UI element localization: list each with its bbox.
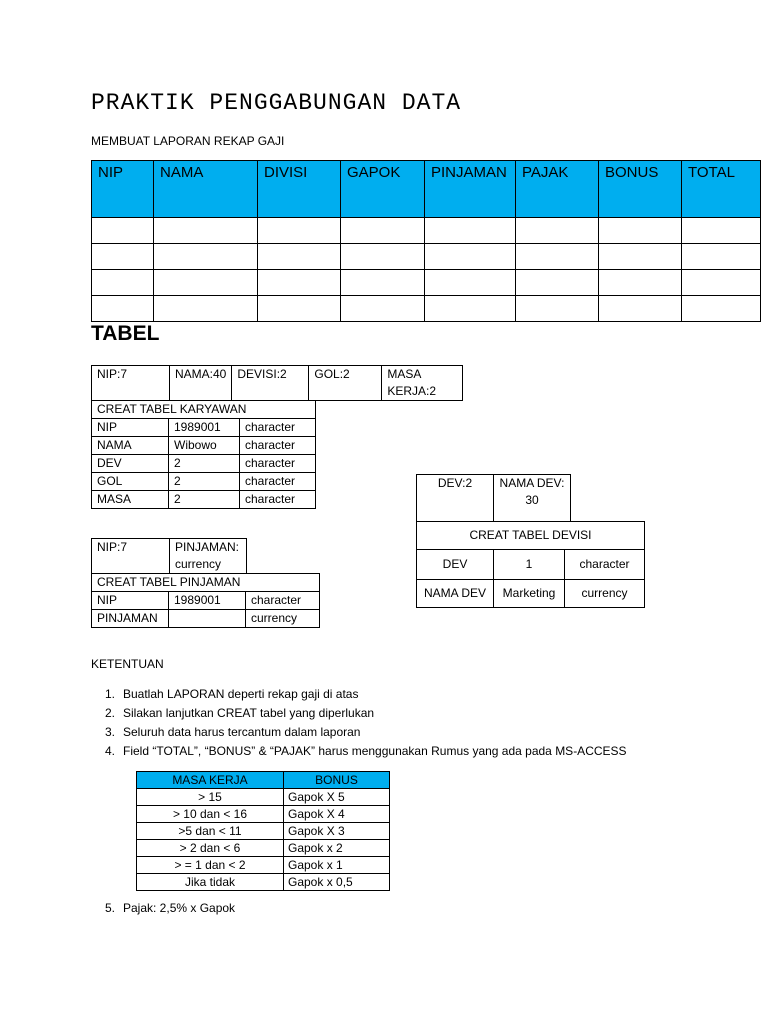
field-devisi: DEVISI:2	[232, 366, 309, 401]
bonus-header-bonus: BONUS	[284, 772, 390, 789]
report-header-total: TOTAL	[682, 161, 761, 218]
report-header-bonus: BONUS	[599, 161, 682, 218]
report-header-pinjaman: PINJAMAN	[425, 161, 516, 218]
field-gol: GOL:2	[309, 366, 382, 401]
table-row: > 15 Gapok X 5	[137, 789, 390, 806]
report-row	[92, 218, 761, 244]
devisi-field-spec	[416, 474, 571, 522]
list-item: 5. Pajak: 2,5% x Gapok	[104, 901, 236, 915]
field-pinjaman: PINJAMAN: currency	[170, 539, 247, 574]
section-title: TABEL	[91, 322, 160, 345]
bonus-table	[136, 771, 390, 891]
list-item: 1. Buatlah LAPORAN deperti rekap gaji di atas	[104, 687, 359, 701]
report-header-pajak: PAJAK	[516, 161, 599, 218]
table-row: > 10 dan < 16 Gapok X 4	[137, 806, 390, 823]
pinjaman-caption: CREAT TABEL PINJAMAN	[92, 574, 320, 592]
ketentuan-title: KETENTUAN	[91, 657, 164, 671]
list-item: 4. Field “TOTAL”, “BONUS” & “PAJAK” harus menggunakan Rumus yang ada pada MS-ACCESS	[104, 744, 627, 758]
field-nama-dev: NAMA DEV: 30	[494, 475, 571, 522]
devisi-caption: CREAT TABEL DEVISI	[417, 522, 645, 550]
table-row: NAMA Wibowo character	[92, 437, 316, 455]
table-row: DEV 1 character	[417, 550, 645, 580]
table-row: NAMA DEV Marketing currency	[417, 580, 645, 608]
report-table	[91, 160, 761, 322]
table-row: NIP 1989001 character	[92, 419, 316, 437]
table-row: > 2 dan < 6 Gapok x 2	[137, 840, 390, 857]
report-header-divisi: DIVISI	[258, 161, 341, 218]
bonus-header-masa-kerja: MASA KERJA	[137, 772, 284, 789]
devisi-table	[416, 521, 645, 608]
report-row	[92, 296, 761, 322]
report-header-nama: NAMA	[154, 161, 258, 218]
table-row: PINJAMAN currency	[92, 610, 320, 628]
page-title: PRAKTIK PENGGABUNGAN DATA	[91, 90, 462, 116]
pinjaman-field-spec	[91, 538, 247, 574]
report-header-gapok: GAPOK	[341, 161, 425, 218]
karyawan-caption: CREAT TABEL KARYAWAN	[92, 401, 316, 419]
karyawan-field-spec	[91, 365, 463, 401]
pinjaman-table	[91, 573, 320, 628]
field-masa-kerja: MASA KERJA:2	[382, 366, 463, 401]
ketentuan-list	[91, 685, 731, 761]
table-row: > = 1 dan < 2 Gapok x 1	[137, 857, 390, 874]
table-row: Jika tidak Gapok x 0,5	[137, 874, 390, 891]
table-row: NIP 1989001 character	[92, 592, 320, 610]
field-nip: NIP:7	[92, 539, 170, 574]
field-nip: NIP:7	[92, 366, 170, 401]
table-row: >5 dan < 11 Gapok X 3	[137, 823, 390, 840]
field-nama: NAMA:40	[170, 366, 232, 401]
karyawan-table	[91, 400, 316, 509]
table-row: MASA 2 character	[92, 491, 316, 509]
table-row: DEV 2 character	[92, 455, 316, 473]
ketentuan-list-continued	[91, 899, 731, 918]
list-item: 2. Silakan lanjutkan CREAT tabel yang diperlukan	[104, 706, 375, 720]
report-header-nip: NIP	[92, 161, 154, 218]
report-row	[92, 270, 761, 296]
table-row: GOL 2 character	[92, 473, 316, 491]
report-row	[92, 244, 761, 270]
field-dev: DEV:2	[417, 475, 494, 522]
list-item: 3. Seluruh data harus tercantum dalam laporan	[104, 725, 361, 739]
page-subtitle: MEMBUAT LAPORAN REKAP GAJI	[91, 134, 285, 148]
